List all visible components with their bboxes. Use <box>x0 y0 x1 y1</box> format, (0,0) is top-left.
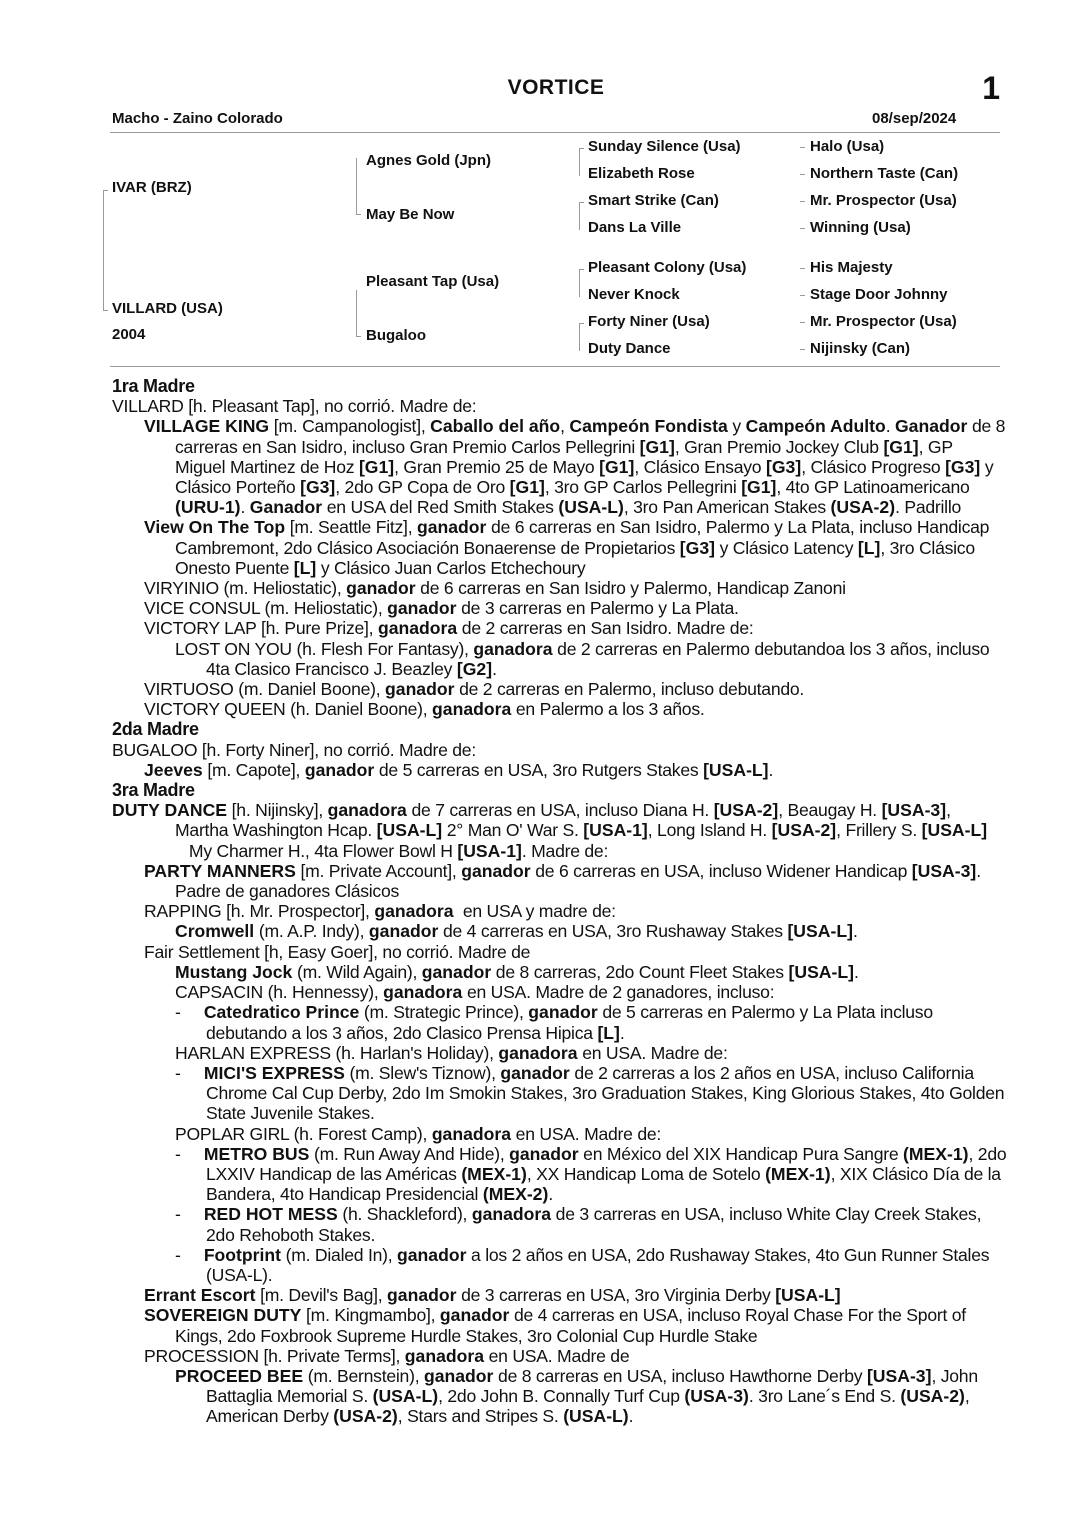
produce-entry: CAPSACIN (h. Hennessy), ganadora en USA. Madre de 2 ganadores, incluso: <box>175 982 775 1003</box>
produce-entry: Jeeves [m. Capote], ganador de 5 carreras en USA, 3ro Rutgers Stakes [USA-L]. <box>144 759 774 780</box>
g4-ancestor: Northern Taste (Can) <box>810 165 959 182</box>
g4-ancestor: Nijinsky (Can) <box>810 340 911 357</box>
produce-entry: RAPPING [h. Mr. Prospector], ganadora en USA y madre de: <box>144 901 616 922</box>
g3-ancestor: Never Knock <box>588 286 680 303</box>
sire-name: IVAR (BRZ) <box>112 179 192 196</box>
g4-ancestor: Winning (Usa) <box>810 219 911 236</box>
produce-entry: - Footprint (m. Dialed In), ganador a los 2 años en USA, 2do Rushaway Stakes, 4to Gun Runner Stales (USA-L). <box>175 1244 990 1285</box>
produce-entry: VIRTUOSO (m. Daniel Boone), ganador de 2 carreras en Palermo, incluso debutando. <box>144 679 805 700</box>
g3-ancestor: Sunday Silence (Usa) <box>588 138 741 155</box>
produce-entry: Cromwell (m. A.P. Indy), ganador de 4 carreras en USA, 3ro Rushaway Stakes [USA-L]. <box>175 921 858 942</box>
top-rule <box>110 132 1000 133</box>
catalog-date: 08/sep/2024 <box>872 110 957 127</box>
pedigree-bracket <box>356 158 362 214</box>
g4-ancestor: His Majesty <box>810 259 893 276</box>
dam-name: VILLARD (USA) <box>112 300 223 317</box>
produce-entry: SOVEREIGN DUTY [m. Kingmambo], ganador de 4 carreras en USA, incluso Royal Chase For the Sport of Kings, 2do Foxbrook Supreme Hurdle Stakes, 3ro Colonial Cup Hurdle Stake <box>144 1305 966 1346</box>
produce-entry: VICTORY LAP [h. Pure Prize], ganadora de 2 carreras en San Isidro. Madre de: <box>144 618 754 639</box>
g2-sire-of-sire: Agnes Gold (Jpn) <box>366 152 491 169</box>
pedigree-bottom-rule <box>110 366 1000 367</box>
produce-entry: VIRYINIO (m. Heliostatic), ganador de 6 carreras en San Isidro y Palermo, Handicap Zanoni <box>144 578 846 599</box>
lot-number: 1 <box>982 70 1000 106</box>
g2-sire-of-dam: Pleasant Tap (Usa) <box>366 273 500 290</box>
section-heading-3ra-madre: 3ra Madre <box>112 780 195 801</box>
produce-entry: - RED HOT MESS (h. Shackleford), ganadora de 3 carreras en USA, incluso White Clay Creek Stakes, 2do Rehoboth Stakes. <box>175 1204 982 1245</box>
produce-entry: Fair Settlement [h, Easy Goer], no corrió. Madre de <box>144 941 531 962</box>
g2-dam-of-dam: Bugaloo <box>366 327 426 344</box>
produce-entry: POPLAR GIRL (h. Forest Camp), ganadora en USA. Madre de: <box>175 1123 662 1144</box>
sex-color: Macho - Zaino Colorado <box>112 110 283 127</box>
produce-entry: HARLAN EXPRESS (h. Harlan's Holiday), ganadora en USA. Madre de: <box>175 1042 728 1063</box>
produce-entry: Mustang Jock (m. Wild Again), ganador de 8 carreras, 2do Count Fleet Stakes [USA-L]. <box>175 961 859 982</box>
g4-ancestor: Stage Door Johnny <box>810 286 948 303</box>
produce-entry: VICE CONSUL (m. Heliostatic), ganador de 3 carreras en Palermo y La Plata. <box>144 598 739 619</box>
produce-entry: Errant Escort [m. Devil's Bag], ganador de 3 carreras en USA, 3ro Virginia Derby [USA-L] <box>144 1285 841 1306</box>
produce-entry: - METRO BUS (m. Run Away And Hide), ganador en México del XIX Handicap Pura Sangre (MEX-1), 2do LXXIV Handicap de las Américas (MEX-1), XX Handicap Loma de Sotelo (MEX-1), XIX Clásico Día de la Bandera, 4to Handicap Presidencial (MEX-2). <box>175 1143 1007 1205</box>
dam-entry: VILLARD [h. Pleasant Tap], no corrió. Madre de: <box>112 396 477 417</box>
produce-entry: PROCEED BEE (m. Bernstein), ganador de 8 carreras en USA, incluso Hawthorne Derby [USA-3], John Battaglia Memorial S. (USA-L), 2do John B. Connally Turf Cup (USA-3). 3ro Lane´s End S. (USA-2), American Derby (USA-2), Stars and Stripes S. (USA-L). <box>175 1365 978 1427</box>
pedigree-bracket <box>356 290 362 336</box>
produce-entry: VICTORY QUEEN (h. Daniel Boone), ganadora en Palermo a los 3 años. <box>144 699 705 720</box>
g3-ancestor: Forty Niner (Usa) <box>588 313 710 330</box>
dam-entry: DUTY DANCE [h. Nijinsky], ganadora de 7 carreras en USA, incluso Diana H. [USA-2], Beaugay H. [USA-3], Martha Washington Hcap. [USA-L] 2° Man O' War S. [USA-1], Long Island H. [USA-2], Frillery S. [USA-L] My Charmer H., 4ta Flower Bowl H [USA-1]. Madre de: <box>112 800 988 861</box>
produce-entry: - Catedratico Prince (m. Strategic Prince), ganador de 5 carreras en Palermo y La Plata incluso debutando a los 3 años, 2do Clasico Prensa Hipica [L]. <box>175 1002 933 1043</box>
g4-ancestor: Mr. Prospector (Usa) <box>810 313 957 330</box>
produce-entry: LOST ON YOU (h. Flesh For Fantasy), ganadora de 2 carreras en Palermo debutandoa los 3 años, incluso 4ta Clasico Francisco J. Beazley [G2]. <box>175 638 990 679</box>
produce-entry: - MICI'S EXPRESS (m. Slew's Tiznow), ganador de 2 carreras a los 2 años en USA, incluso California Chrome Cal Cup Derby, 2do Im Smokin Stakes, 3ro Graduation Stakes, King Glorious Stakes, 4to Golden State Juvenile Stakes. <box>175 1062 1005 1124</box>
horse-name-title: VORTICE <box>507 76 605 99</box>
g3-ancestor: Pleasant Colony (Usa) <box>588 259 747 276</box>
dam-year: 2004 <box>112 326 146 343</box>
pedigree-bracket <box>103 190 109 310</box>
produce-entry: PROCESSION [h. Private Terms], ganadora en USA. Madre de <box>144 1345 630 1366</box>
produce-entry: View On The Top [m. Seattle Fitz], ganador de 6 carreras en San Isidro, Palermo y La Plata, incluso Handicap Cambremont, 2do Clásico Asociación Bonaerense de Propietarios [G3] y Clásico Latency [L], 3ro Clásico Onesto Puente [L] y Clásico Juan Carlos Etchechoury <box>144 517 990 578</box>
g3-ancestor: Smart Strike (Can) <box>588 192 719 209</box>
g3-ancestor: Elizabeth Rose <box>588 165 695 182</box>
section-heading-2da-madre: 2da Madre <box>112 719 199 740</box>
g3-ancestor: Dans La Ville <box>588 219 682 236</box>
produce-record <box>112 376 1007 1427</box>
produce-entry: VILLAGE KING [m. Campanologist], Caballo del año, Campeón Fondista y Campeón Adulto. Ganador de 8 carreras en San Isidro, incluso Gran Premio Carlos Pellegrini [G1], Gran Premio Jockey Club [G1], GP Miguel Martinez de Hoz [G1], Gran Premio 25 de Mayo [G1], Clásico Ensayo [G3], Clásico Progreso [G3] y Clásico Porteño [G3], 2do GP Copa de Oro [G1], 3ro GP Carlos Pellegrini [G1], 4to GP Latinoamericano (URU-1). Ganador en USA del Red Smith Stakes (USA-L), 3ro Pan American Stakes (USA-2). Padrillo <box>144 416 1006 518</box>
g3-ancestor: Duty Dance <box>588 340 671 357</box>
g2-dam-of-sire: May Be Now <box>366 206 455 223</box>
g4-ancestor: Mr. Prospector (Usa) <box>810 192 957 209</box>
dam-entry: BUGALOO [h. Forty Niner], no corrió. Madre de: <box>112 739 476 760</box>
g4-ancestor: Halo (Usa) <box>810 138 885 155</box>
produce-entry: PARTY MANNERS [m. Private Account], ganador de 6 carreras en USA, incluso Widener Handicap [USA-3]. Padre de ganadores Clásicos <box>144 860 981 902</box>
section-heading-1ra-madre: 1ra Madre <box>112 376 195 396</box>
